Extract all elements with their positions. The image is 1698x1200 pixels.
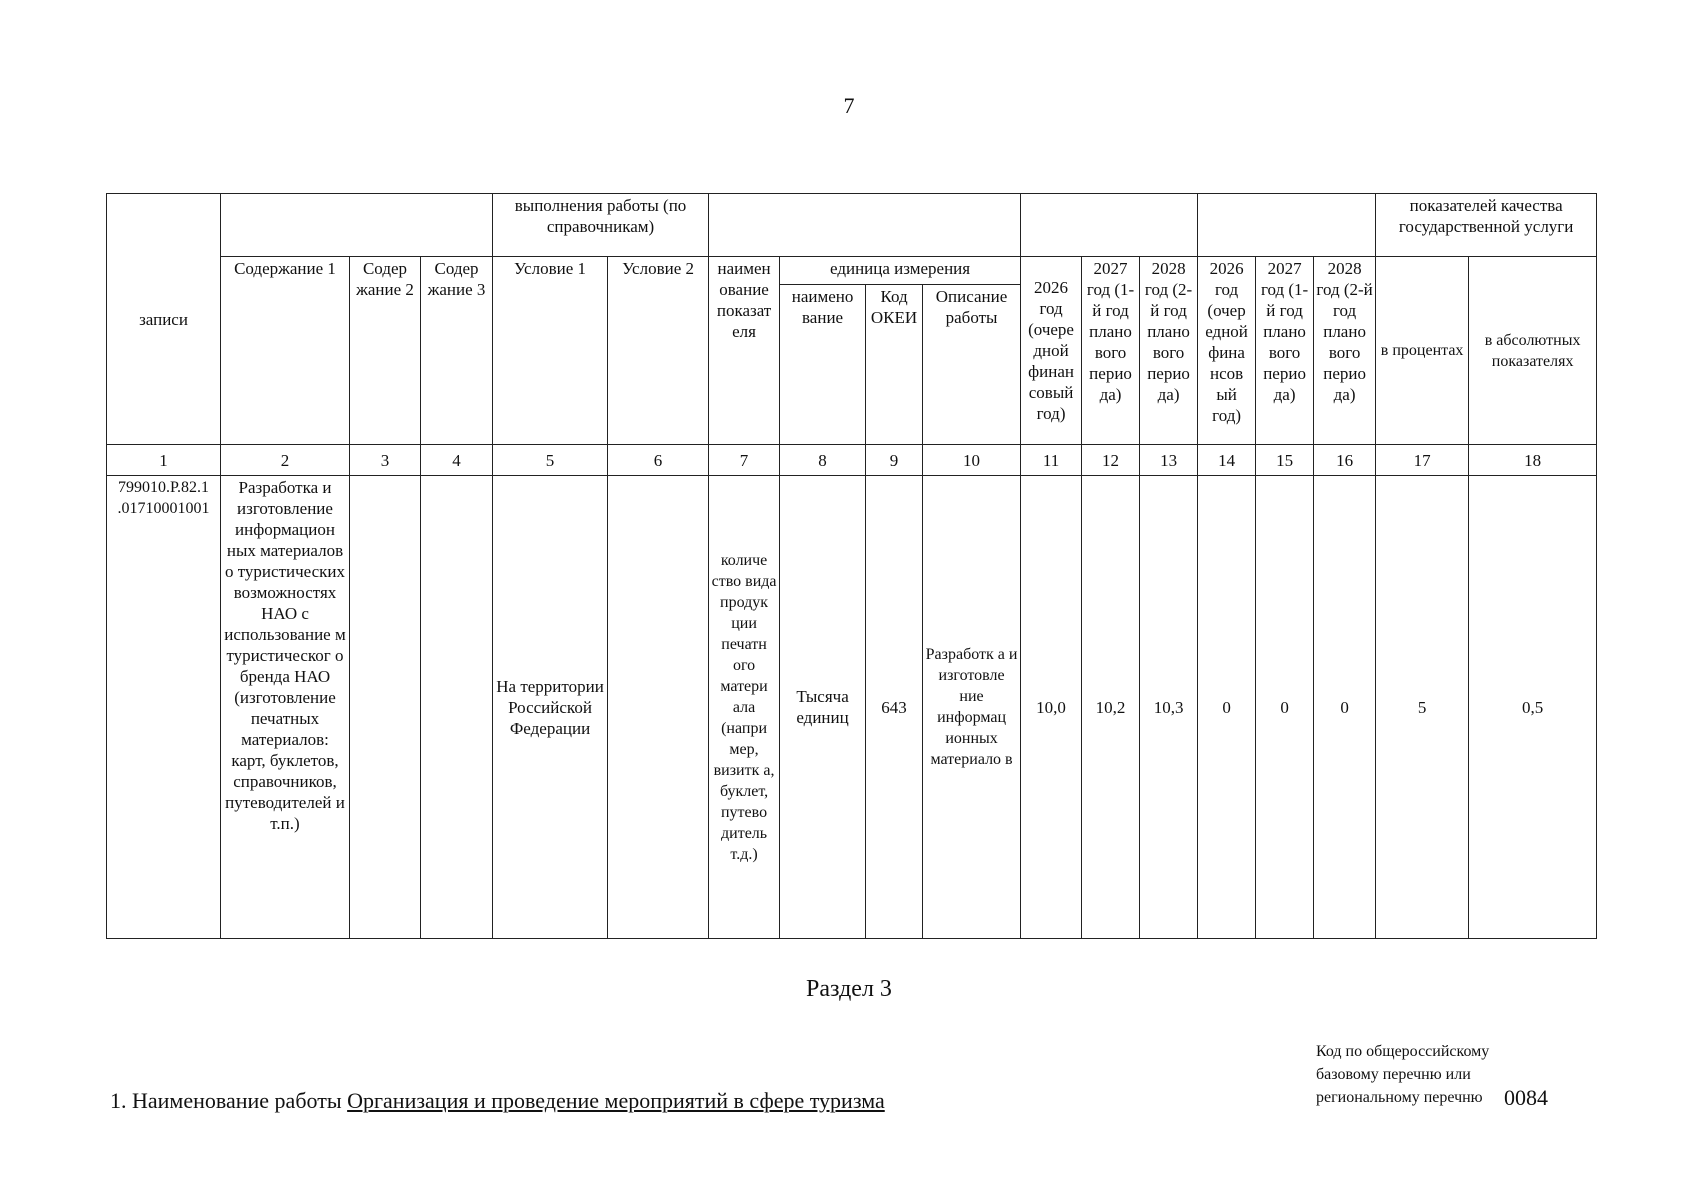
column-number: 6	[608, 445, 709, 476]
work-name-value: Организация и проведение мероприятий в сфере туризма	[347, 1088, 885, 1113]
header-kod-okei: Код ОКЕИ	[866, 285, 923, 445]
column-number: 4	[421, 445, 493, 476]
column-number: 17	[1376, 445, 1469, 476]
cell-soderzhanie-3	[421, 476, 493, 939]
cell-value-2028-b: 0	[1314, 476, 1376, 939]
header-naimenovanie-pokazatelya: наимен ование показат еля	[709, 257, 780, 445]
cell-value-2027-b: 0	[1256, 476, 1314, 939]
header-year-2026-b: 2026 год (очер едной фина нсов ый год)	[1198, 257, 1256, 445]
column-number: 8	[780, 445, 866, 476]
cell-v-procentah: 5	[1376, 476, 1469, 939]
cell-uslovie-1: На территории Российской Федерации	[493, 476, 608, 939]
header-row-1	[107, 194, 1597, 257]
cell-okei: 643	[866, 476, 923, 939]
header-edinica-izmereniya: единица измерения	[780, 257, 1021, 285]
cell-v-absolyutnyh: 0,5	[1469, 476, 1597, 939]
cell-value-2028-a: 10,3	[1140, 476, 1198, 939]
column-number: 7	[709, 445, 780, 476]
column-number: 2	[221, 445, 350, 476]
header-opisanie-raboty: Описание работы	[923, 285, 1021, 445]
cell-soderzhanie-2	[350, 476, 421, 939]
column-numbers-row	[107, 445, 1597, 476]
indicators-table	[106, 193, 1597, 939]
column-number: 12	[1082, 445, 1140, 476]
header-v-procentah: в процентах	[1376, 257, 1469, 445]
header-year-2027-a: 2027 год (1-й год плано вого перио да)	[1082, 257, 1140, 445]
cell-edinica: Тысяча единиц	[780, 476, 866, 939]
cell-soderzhanie-1: Разработка и изготовление информацион ных материалов о туристических возможностях НАО с использование м туристическог о бренда НАО (изготовление печатных материалов: карт, буклетов, справочников, путеводителей и т.п.)	[221, 476, 350, 939]
header-group-spravochniki: выполнения работы (по справочникам)	[493, 194, 709, 257]
cell-value-2026-a: 10,0	[1021, 476, 1082, 939]
section-title: Раздел 3	[806, 976, 892, 1002]
header-row-2	[107, 257, 1597, 285]
header-uslovie-1: Условие 1	[493, 257, 608, 445]
column-number: 15	[1256, 445, 1314, 476]
column-number: 13	[1140, 445, 1198, 476]
work-name-label: 1. Наименование работы	[110, 1088, 342, 1113]
column-number: 3	[350, 445, 421, 476]
header-zapisi: записи	[107, 194, 221, 445]
header-year-2028-b: 2028 год (2-й год плано вого перио да)	[1314, 257, 1376, 445]
column-number: 11	[1021, 445, 1082, 476]
header-soderzhanie-3: Содер жание 3	[421, 257, 493, 445]
code-label: Код по общероссийскому базовому перечню или региональному перечню	[1316, 1043, 1490, 1106]
column-number: 5	[493, 445, 608, 476]
column-number: 9	[866, 445, 923, 476]
table-row	[107, 476, 1597, 939]
page-number: 7	[843, 93, 855, 118]
header-naimenovanie: наимено вание	[780, 285, 866, 445]
cell-opisanie: Разработк а и изготовле ние информац ионных материало в	[923, 476, 1021, 939]
column-number: 16	[1314, 445, 1376, 476]
cell-value-2026-b: 0	[1198, 476, 1256, 939]
cell-pokazatel: количе ство вида продук ции печатн ого матери ала (напри мер, визитк а, буклет, путево дитель т.д.)	[709, 476, 780, 939]
header-soderzhanie-2: Содер жание 2	[350, 257, 421, 445]
column-number: 14	[1198, 445, 1256, 476]
cell-value-2027-a: 10,2	[1082, 476, 1140, 939]
work-name-line	[110, 1088, 885, 1114]
header-year-2028-a: 2028 год (2-й год плано вого перио да)	[1140, 257, 1198, 445]
header-year-2026-a: 2026 год (очере дной финан совый год)	[1021, 257, 1082, 445]
column-number: 1	[107, 445, 221, 476]
column-number: 10	[923, 445, 1021, 476]
header-v-absolyutnyh: в абсолютных показателях	[1469, 257, 1597, 445]
column-number: 18	[1469, 445, 1597, 476]
cell-uslovie-2	[608, 476, 709, 939]
header-uslovie-2: Условие 2	[608, 257, 709, 445]
header-group-kachestvo: показателей качества государственной услуги	[1376, 194, 1597, 257]
cell-registry-code: 799010.Р.82.1 .01710001001	[107, 476, 221, 939]
code-value: 0084	[1504, 1085, 1548, 1110]
header-soderzhanie-1: Содержание 1	[221, 257, 350, 445]
header-year-2027-b: 2027 год (1-й год плано вого перио да)	[1256, 257, 1314, 445]
